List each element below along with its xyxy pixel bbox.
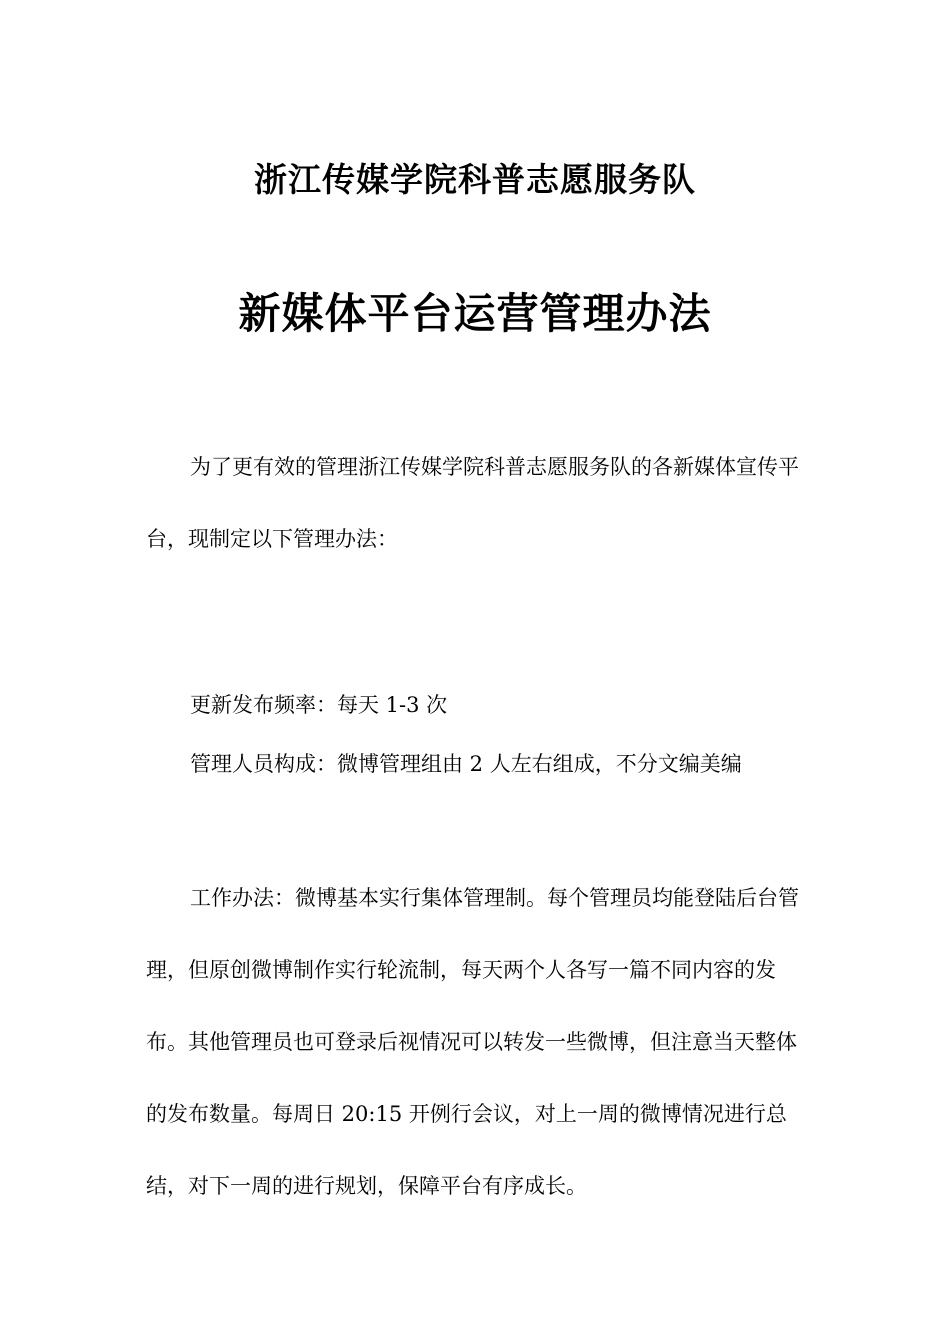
- intro-paragraph: 为了更有效的管理浙江传媒学院科普志愿服务队的各新媒体宣传平台，现制定以下管理办法：: [146, 455, 799, 551]
- work-method-paragraph: 工作办法：微博基本实行集体管理制。每个管理员均能登陆后台管理，但原创微博制作实行轮流制，每天两个人各写一篇不同内容的发布。其他管理员也可登录后视情况可以转发一些微博，但注意当天整体的发布数量。每周日 20:15 开例行会议，对上一周的微博情况进行总结，对下一周的进行规划，保障平台有序成长。: [146, 886, 799, 1198]
- update-frequency-paragraph: 更新发布频率：每天 1-3 次: [190, 693, 448, 717]
- staff-composition-paragraph: 管理人员构成：微博管理组由 2 人左右组成，不分文编美编: [190, 752, 742, 776]
- document-title: 新媒体平台运营管理办法: [238, 289, 712, 338]
- organization-title: 浙江传媒学院科普志愿服务队: [254, 160, 696, 199]
